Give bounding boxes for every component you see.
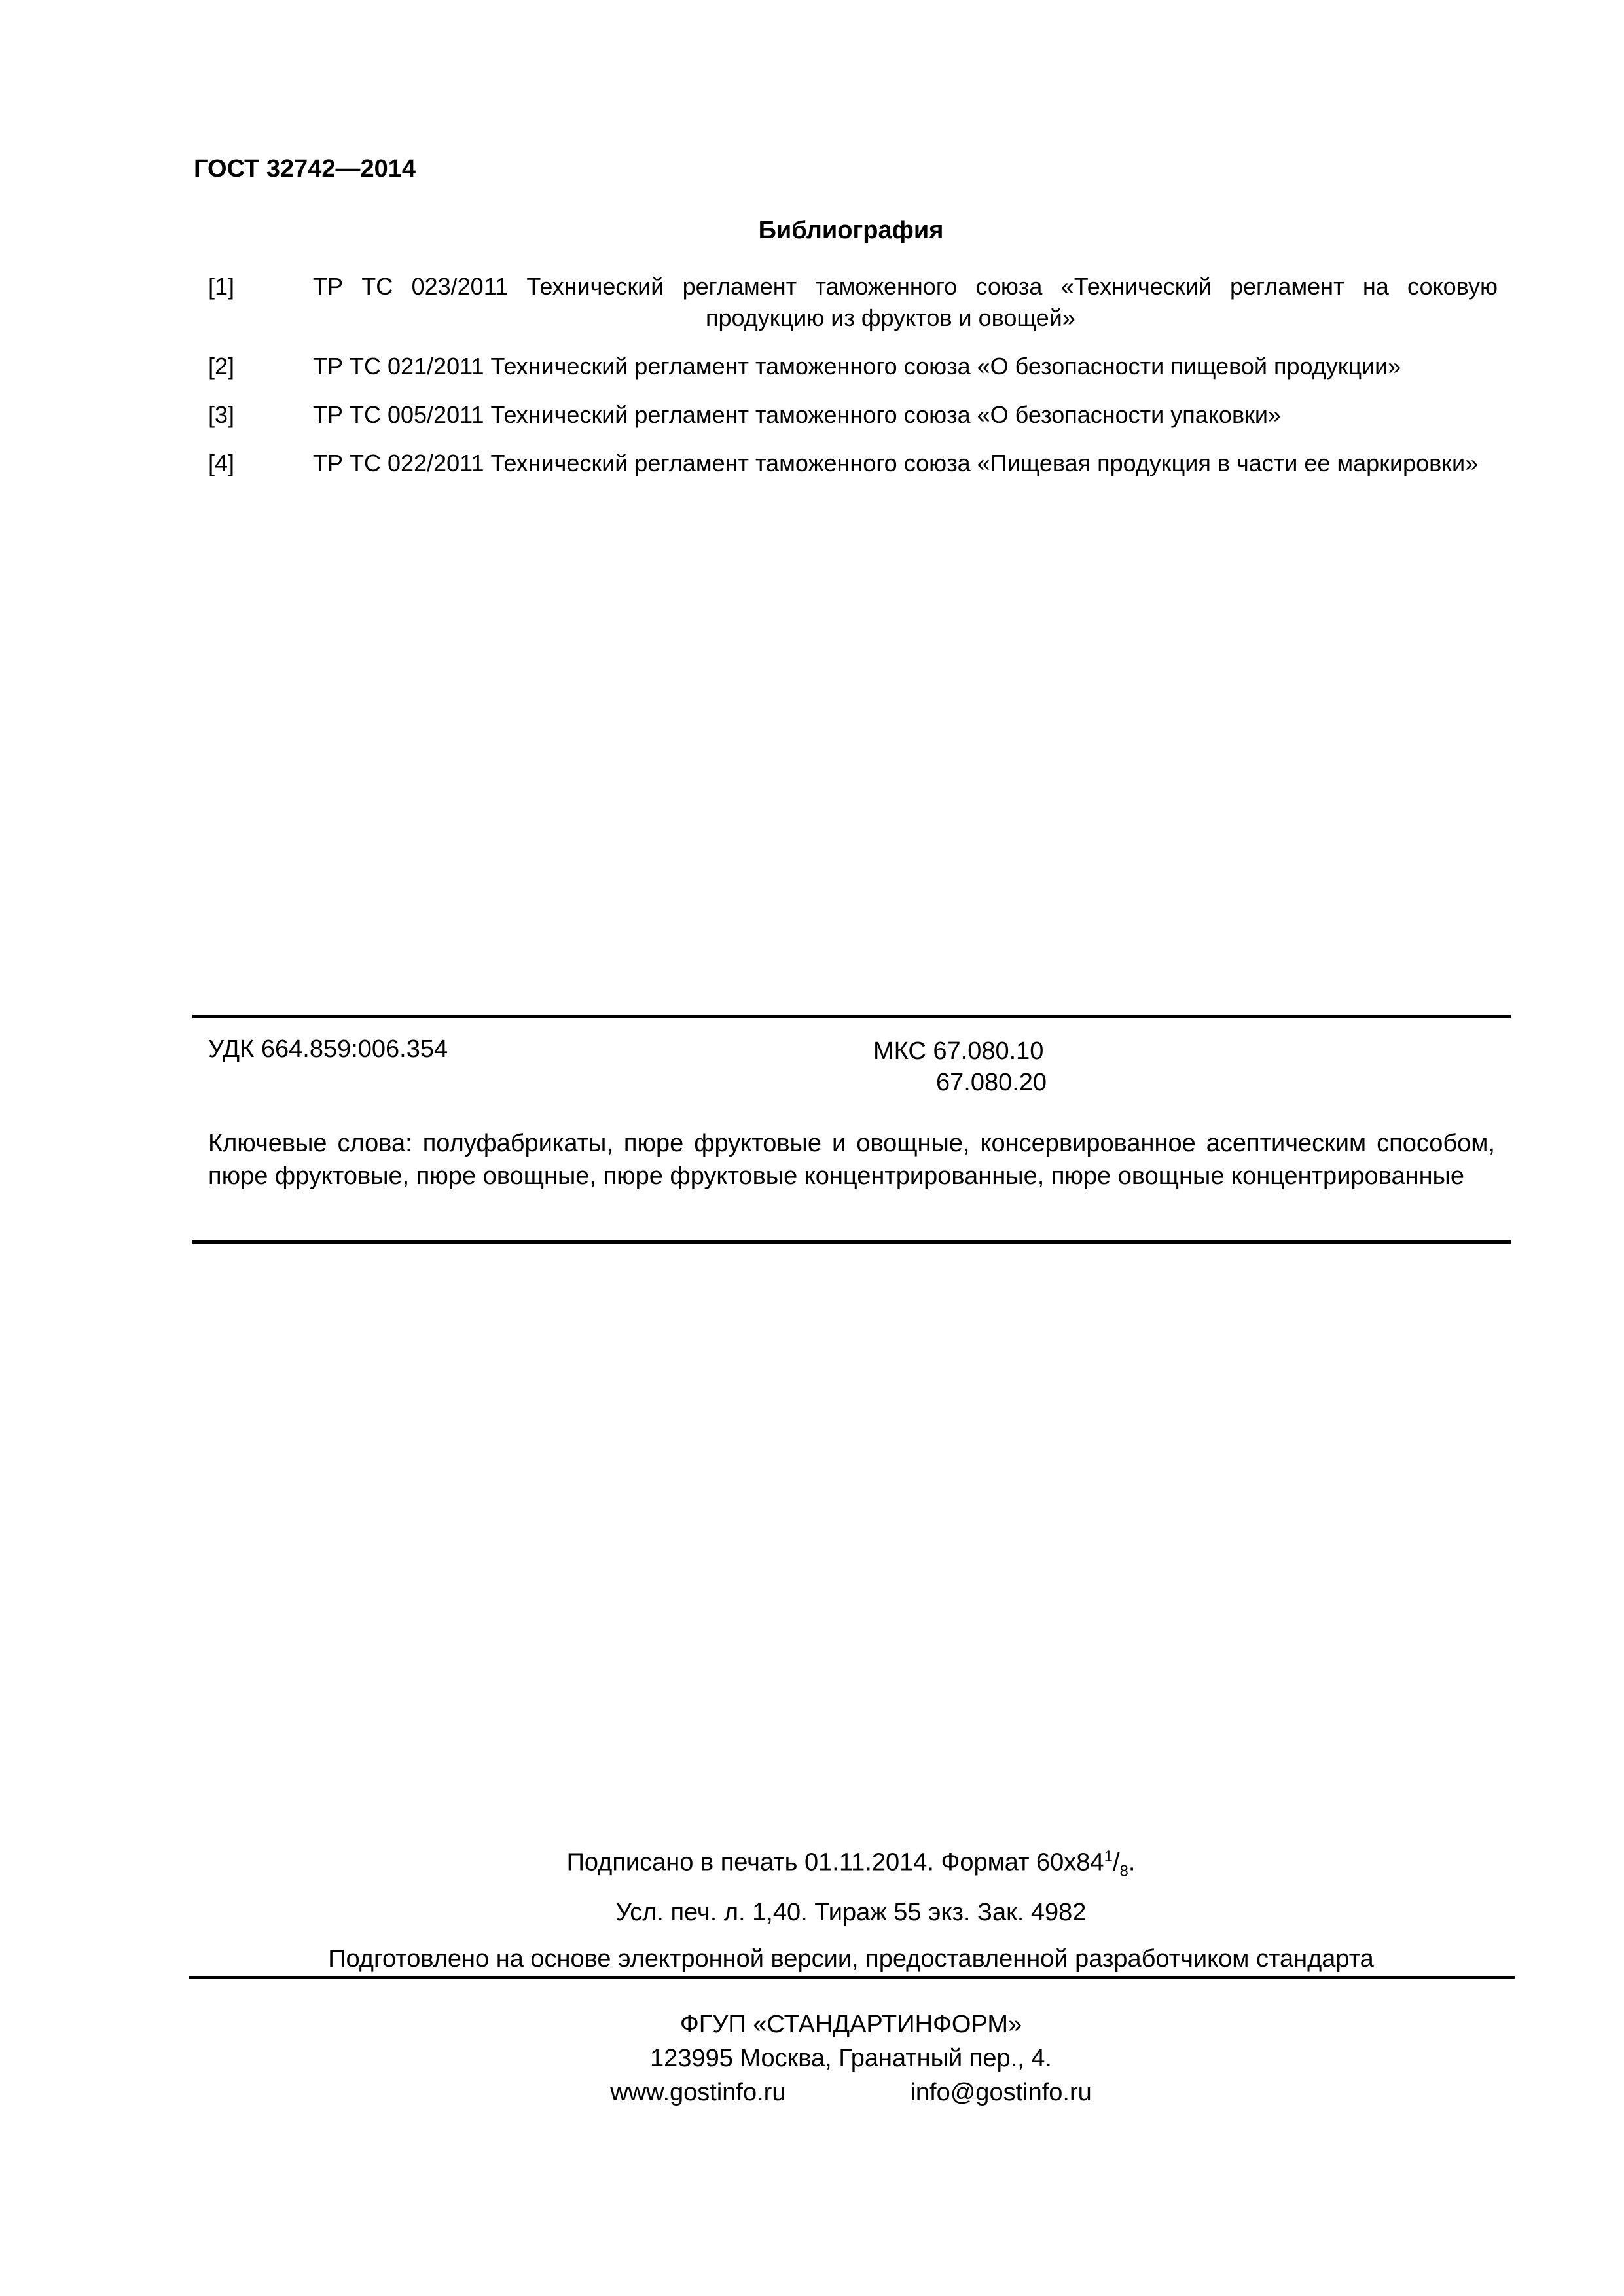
publisher-name: ФГУП «СТАНДАРТИНФОРМ» — [679, 2011, 1022, 2038]
bibliography-item-text: ТР ТС 021/2011 Технический регламент таможенного союза «О безопасности пищевой продукции» — [313, 353, 1401, 380]
publisher-block — [0, 2007, 1624, 2109]
keywords: Ключевые слова: полуфабрикаты, пюре фруктовые и овощные, консервированное асептическим способом, пюре фруктовые, пюре овощные, пюре фруктовые концентрированные, пюре овощные концентрированные — [208, 1130, 1495, 1190]
bibliography-item-text: ТР ТС 023/2011 Технический регламент таможенного союза «Технический регламент на соковую продукцию из фруктов и овощей» — [313, 273, 1498, 331]
print-signed-text: Подписано в печать 01.11.2014. Формат 60x84 — [566, 1848, 1104, 1876]
udk-code: УДК 664.859:006.354 — [208, 1035, 448, 1063]
publisher-contacts — [0, 2075, 1624, 2109]
bottom-divider — [192, 1240, 1511, 1244]
format-fraction-slash: / — [1112, 1848, 1120, 1876]
bibliography-item — [208, 448, 1498, 479]
print-signed-line — [0, 1848, 1624, 1880]
mks-code-2: 67.080.20 — [936, 1069, 1047, 1096]
document-code: ГОСТ 32742—2014 — [194, 155, 416, 183]
format-fraction-numerator: 1 — [1104, 1848, 1113, 1865]
mks-codes — [873, 1035, 1047, 1098]
bibliography-item-text: ТР ТС 005/2011 Технический регламент таможенного союза «О безопасности упаковки» — [313, 401, 1281, 428]
bibliography-item-text: ТР ТС 022/2011 Технический регламент таможенного союза «Пищевая продукция в части ее маркировки» — [313, 450, 1479, 476]
bibliography-item — [208, 399, 1498, 431]
top-divider — [192, 1015, 1511, 1018]
bibliography-title: Библиография — [758, 217, 944, 244]
publisher-address: 123995 Москва, Гранатный пер., 4. — [650, 2045, 1052, 2072]
prepared-note: Подготовлено на основе электронной версии, предоставленной разработчиком стандарта — [328, 1945, 1374, 1973]
bibliography-item-number: [1] — [208, 273, 235, 300]
bibliography-item-number: [2] — [208, 353, 235, 380]
email-link[interactable]: info@gostinfo.ru — [910, 2079, 1092, 2106]
mks-code-1: МКС 67.080.10 — [873, 1037, 1044, 1065]
print-run-line: Усл. печ. л. 1,40. Тираж 55 экз. Зак. 4982 — [615, 1899, 1087, 1926]
bibliography-item-number: [3] — [208, 401, 235, 428]
bibliography-list — [208, 271, 1498, 496]
print-signed-suffix: . — [1128, 1848, 1136, 1876]
imprint-divider — [189, 1976, 1515, 1979]
format-fraction-denominator: 8 — [1119, 1862, 1128, 1880]
bibliography-item-number: [4] — [208, 450, 235, 476]
bibliography-item — [208, 271, 1498, 334]
website-link[interactable]: www.gostinfo.ru — [610, 2079, 786, 2106]
bibliography-item — [208, 351, 1498, 382]
